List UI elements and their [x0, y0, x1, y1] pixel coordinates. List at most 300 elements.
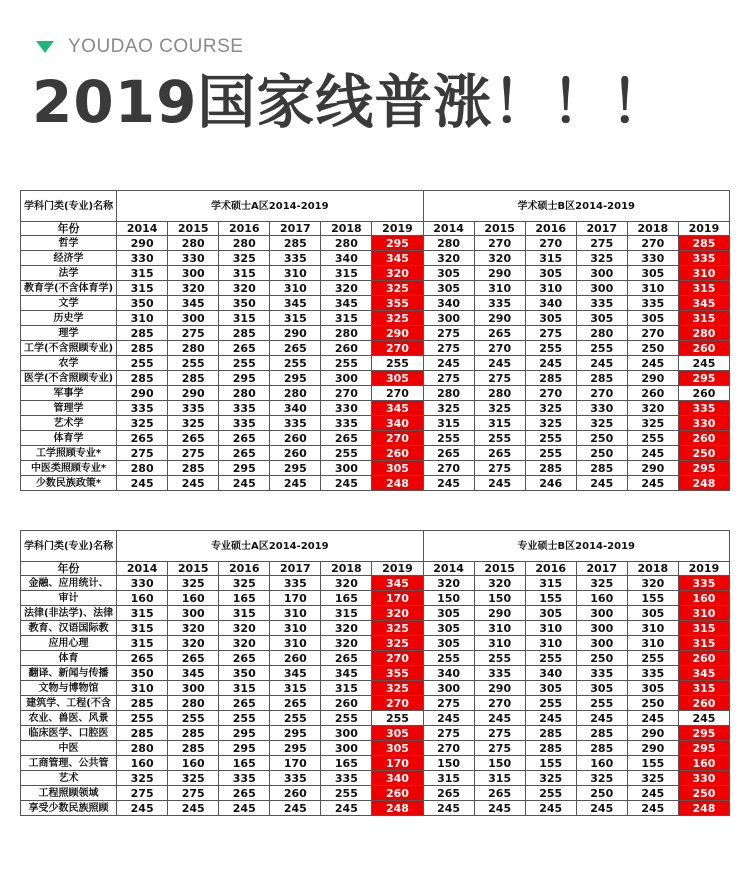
score-cell: 270 [423, 461, 474, 476]
score-cell: 350 [117, 296, 168, 311]
score-cell: 275 [474, 461, 525, 476]
year-header: 2018 [627, 222, 678, 236]
score-cell-increase: 260 [372, 446, 423, 461]
score-cell: 325 [219, 251, 270, 266]
score-cell-increase: 285 [678, 236, 729, 251]
score-cell: 245 [525, 356, 576, 371]
score-cell: 335 [321, 416, 372, 431]
score-cell: 315 [219, 606, 270, 621]
score-cell: 260 [321, 696, 372, 711]
score-cell: 335 [627, 666, 678, 681]
score-cell: 255 [525, 446, 576, 461]
score-cell: 245 [321, 801, 372, 816]
score-cell: 280 [117, 741, 168, 756]
score-cell: 335 [321, 771, 372, 786]
year-header: 2016 [525, 562, 576, 576]
score-cell-increase: 310 [678, 266, 729, 281]
score-cell: 335 [576, 296, 627, 311]
score-cell: 320 [474, 576, 525, 591]
score-cell: 315 [117, 621, 168, 636]
score-cell: 250 [576, 431, 627, 446]
score-cell: 260 [321, 341, 372, 356]
score-cell: 310 [270, 621, 321, 636]
score-cell: 310 [525, 636, 576, 651]
table-row [21, 621, 730, 636]
score-cell: 320 [219, 281, 270, 296]
score-cell: 265 [321, 651, 372, 666]
score-cell: 245 [168, 801, 219, 816]
subject-name: 历史学 [21, 311, 117, 326]
score-cell: 255 [321, 356, 372, 371]
score-cell: 255 [474, 651, 525, 666]
subject-name: 经济学 [21, 251, 117, 266]
score-cell: 315 [423, 416, 474, 431]
score-cell: 325 [525, 416, 576, 431]
year-header: 2019 [678, 222, 729, 236]
score-cell: 270 [627, 236, 678, 251]
score-cell: 315 [525, 576, 576, 591]
score-cell: 265 [219, 341, 270, 356]
score-cell: 270 [576, 386, 627, 401]
score-cell: 335 [576, 666, 627, 681]
score-cell: 300 [321, 726, 372, 741]
score-cell-increase: 315 [678, 281, 729, 296]
score-cell-increase: 325 [372, 636, 423, 651]
table-row [21, 651, 730, 666]
score-cell: 285 [576, 726, 627, 741]
score-cell: 325 [525, 771, 576, 786]
score-cell: 160 [576, 756, 627, 771]
year-header: 2016 [219, 562, 270, 576]
score-cell: 320 [168, 281, 219, 296]
score-cell: 245 [168, 476, 219, 491]
score-cell: 290 [117, 386, 168, 401]
score-cell: 245 [219, 476, 270, 491]
score-cell: 165 [321, 591, 372, 606]
score-cell-increase: 320 [372, 606, 423, 621]
score-cell: 260 [270, 651, 321, 666]
score-cell: 170 [270, 591, 321, 606]
score-cell: 350 [117, 666, 168, 681]
subject-name: 教育、汉语国际教 [21, 621, 117, 636]
year-header: 2019 [372, 562, 423, 576]
score-cell: 335 [219, 416, 270, 431]
score-cell: 305 [627, 266, 678, 281]
score-cell: 325 [117, 771, 168, 786]
score-cell: 335 [168, 401, 219, 416]
score-cell: 265 [474, 446, 525, 461]
score-cell: 255 [321, 711, 372, 726]
score-cell: 300 [576, 636, 627, 651]
score-cell: 295 [219, 461, 270, 476]
score-cell: 255 [321, 786, 372, 801]
score-cell-increase: 270 [372, 341, 423, 356]
score-cell: 310 [627, 281, 678, 296]
score-cell: 260 [270, 446, 321, 461]
score-cell-increase: 315 [678, 681, 729, 696]
score-cell: 285 [525, 726, 576, 741]
score-cell: 300 [576, 621, 627, 636]
score-cell: 310 [117, 311, 168, 326]
score-cell: 255 [627, 651, 678, 666]
score-cell: 255 [525, 696, 576, 711]
score-cell: 245 [576, 356, 627, 371]
score-cell: 310 [525, 281, 576, 296]
score-cell: 160 [168, 756, 219, 771]
year-header: 2016 [219, 222, 270, 236]
subject-name: 工学照顾专业* [21, 446, 117, 461]
score-cell: 245 [627, 711, 678, 726]
zone-a-header: 学术硕士A区2014-2019 [117, 191, 423, 222]
score-cell: 300 [576, 266, 627, 281]
score-cell: 335 [117, 401, 168, 416]
score-cell: 290 [627, 371, 678, 386]
score-cell-increase: 248 [372, 801, 423, 816]
score-cell-increase: 250 [678, 786, 729, 801]
score-cell: 280 [168, 341, 219, 356]
score-cell-increase: 260 [678, 651, 729, 666]
score-cell: 245 [270, 476, 321, 491]
table-row [21, 756, 730, 771]
score-cell: 260 [678, 386, 729, 401]
table-row [21, 236, 730, 251]
score-cell: 305 [423, 606, 474, 621]
table-row [21, 326, 730, 341]
score-cell: 275 [525, 326, 576, 341]
score-cell: 275 [423, 726, 474, 741]
score-cell: 325 [117, 416, 168, 431]
zone-a-header: 专业硕士A区2014-2019 [117, 531, 423, 562]
score-cell: 300 [168, 606, 219, 621]
score-cell: 335 [219, 401, 270, 416]
year-header: 2014 [423, 222, 474, 236]
score-cell-increase: 270 [372, 651, 423, 666]
score-cell-increase: 290 [372, 326, 423, 341]
score-cell: 245 [627, 786, 678, 801]
subject-name: 文学 [21, 296, 117, 311]
table-row [21, 636, 730, 651]
score-cell: 285 [168, 741, 219, 756]
score-cell: 315 [474, 416, 525, 431]
score-cell: 165 [219, 756, 270, 771]
score-cell: 310 [270, 281, 321, 296]
score-cell: 310 [270, 266, 321, 281]
score-cell: 320 [321, 621, 372, 636]
header-row-zones [21, 531, 730, 562]
score-cell: 305 [525, 606, 576, 621]
score-cell: 300 [168, 266, 219, 281]
score-cell: 285 [576, 461, 627, 476]
score-cell: 280 [474, 386, 525, 401]
score-cell: 285 [576, 371, 627, 386]
table-row [21, 786, 730, 801]
table-row [21, 576, 730, 591]
score-cell: 320 [321, 636, 372, 651]
score-cell: 300 [321, 461, 372, 476]
score-cell: 320 [423, 576, 474, 591]
score-cell: 285 [525, 371, 576, 386]
corner-header: 学科门类(专业)名称 [21, 531, 117, 562]
score-cell: 320 [168, 636, 219, 651]
score-cell: 150 [474, 591, 525, 606]
score-cell: 330 [117, 251, 168, 266]
score-cell: 305 [423, 621, 474, 636]
professional-master-score-table [20, 530, 730, 816]
academic-master-score-table [20, 190, 730, 491]
score-cell: 270 [372, 386, 423, 401]
subject-name: 中医 [21, 741, 117, 756]
score-cell-increase: 345 [678, 296, 729, 311]
score-cell: 170 [270, 756, 321, 771]
table-row [21, 401, 730, 416]
score-cell-increase: 260 [372, 786, 423, 801]
table-row [21, 446, 730, 461]
score-cell: 330 [168, 251, 219, 266]
score-cell: 310 [270, 636, 321, 651]
table-row [21, 696, 730, 711]
score-cell: 245 [474, 356, 525, 371]
score-cell: 305 [627, 681, 678, 696]
score-cell: 315 [219, 311, 270, 326]
score-cell: 275 [423, 696, 474, 711]
score-cell: 315 [117, 606, 168, 621]
year-header: 2015 [168, 562, 219, 576]
score-cell-increase: 295 [372, 236, 423, 251]
score-cell: 280 [168, 696, 219, 711]
score-cell: 335 [627, 296, 678, 311]
score-cell: 245 [423, 801, 474, 816]
score-cell: 245 [117, 801, 168, 816]
score-cell-increase: 295 [678, 741, 729, 756]
subject-name: 体育学 [21, 431, 117, 446]
score-cell: 275 [168, 326, 219, 341]
year-header: 2014 [117, 222, 168, 236]
subject-name: 艺术 [21, 771, 117, 786]
score-cell: 290 [474, 266, 525, 281]
score-cell: 335 [270, 771, 321, 786]
score-cell: 300 [576, 606, 627, 621]
score-cell: 265 [219, 786, 270, 801]
score-cell: 325 [423, 401, 474, 416]
score-cell: 255 [117, 711, 168, 726]
score-cell: 320 [219, 621, 270, 636]
table-row [21, 386, 730, 401]
corner-header: 学科门类(专业)名称 [21, 191, 117, 222]
score-cell: 255 [627, 431, 678, 446]
score-cell: 275 [474, 741, 525, 756]
score-cell: 330 [321, 401, 372, 416]
page-headline: 2019国家线普涨！！！ [32, 68, 670, 136]
score-cell: 285 [576, 741, 627, 756]
score-cell: 315 [117, 281, 168, 296]
score-cell: 345 [270, 666, 321, 681]
score-cell: 255 [270, 356, 321, 371]
score-cell: 285 [117, 326, 168, 341]
subject-name: 翻译、新闻与传播 [21, 666, 117, 681]
score-cell: 165 [219, 591, 270, 606]
score-cell: 245 [576, 801, 627, 816]
score-cell: 265 [423, 446, 474, 461]
table-row [21, 341, 730, 356]
score-cell: 290 [627, 726, 678, 741]
table-row [21, 251, 730, 266]
table-row [21, 266, 730, 281]
score-cell: 300 [321, 741, 372, 756]
year-header: 2016 [525, 222, 576, 236]
score-cell-increase: 295 [678, 371, 729, 386]
score-cell: 325 [168, 771, 219, 786]
score-cell: 345 [168, 666, 219, 681]
score-cell: 350 [219, 666, 270, 681]
score-cell-increase: 248 [678, 801, 729, 816]
score-cell: 255 [219, 711, 270, 726]
score-cell: 150 [423, 756, 474, 771]
score-cell: 315 [474, 771, 525, 786]
score-cell: 290 [474, 681, 525, 696]
score-cell-increase: 340 [372, 771, 423, 786]
score-cell: 255 [117, 356, 168, 371]
score-cell: 155 [525, 756, 576, 771]
score-cell-increase: 325 [372, 621, 423, 636]
score-cell: 255 [525, 651, 576, 666]
score-cell: 295 [219, 371, 270, 386]
score-cell: 330 [627, 251, 678, 266]
score-cell: 250 [576, 446, 627, 461]
score-cell: 275 [168, 446, 219, 461]
score-cell-increase: 305 [372, 726, 423, 741]
score-cell-increase: 335 [678, 401, 729, 416]
brand-name: YOUDAO COURSE [68, 36, 244, 57]
year-header: 2018 [321, 222, 372, 236]
score-cell: 260 [270, 786, 321, 801]
score-cell: 255 [576, 696, 627, 711]
year-header: 2019 [372, 222, 423, 236]
score-cell: 295 [270, 741, 321, 756]
score-cell-increase: 270 [372, 431, 423, 446]
score-cell-increase: 260 [678, 341, 729, 356]
score-cell: 305 [423, 266, 474, 281]
score-cell: 280 [219, 386, 270, 401]
score-cell: 245 [219, 801, 270, 816]
header-row-years [21, 222, 730, 236]
score-cell: 155 [525, 591, 576, 606]
score-cell: 280 [321, 326, 372, 341]
score-cell: 285 [525, 461, 576, 476]
score-cell: 285 [117, 696, 168, 711]
score-cell-increase: 320 [372, 266, 423, 281]
score-cell-increase: 330 [678, 416, 729, 431]
score-cell: 245 [423, 711, 474, 726]
score-cell: 345 [321, 666, 372, 681]
score-cell: 265 [270, 341, 321, 356]
score-cell: 250 [576, 786, 627, 801]
score-cell: 250 [627, 341, 678, 356]
score-cell-increase: 325 [372, 681, 423, 696]
score-cell: 245 [474, 476, 525, 491]
score-cell: 285 [117, 726, 168, 741]
score-cell: 255 [372, 711, 423, 726]
score-cell: 265 [219, 431, 270, 446]
score-cell: 280 [423, 386, 474, 401]
score-cell: 275 [423, 371, 474, 386]
score-cell: 330 [117, 576, 168, 591]
score-cell: 270 [627, 326, 678, 341]
score-cell: 335 [270, 576, 321, 591]
score-cell: 285 [168, 461, 219, 476]
subject-name: 医学(不含照顾专业) [21, 371, 117, 386]
year-header: 2017 [270, 562, 321, 576]
score-cell: 245 [627, 801, 678, 816]
subject-name: 体育 [21, 651, 117, 666]
year-label: 年份 [21, 222, 117, 236]
score-cell: 285 [117, 371, 168, 386]
table-row [21, 296, 730, 311]
score-cell: 270 [474, 236, 525, 251]
score-cell-increase: 355 [372, 296, 423, 311]
score-cell: 325 [576, 251, 627, 266]
score-cell: 315 [321, 681, 372, 696]
score-cell-increase: 340 [372, 416, 423, 431]
score-cell: 305 [525, 266, 576, 281]
score-cell: 255 [372, 356, 423, 371]
score-cell: 315 [270, 311, 321, 326]
score-cell: 300 [168, 311, 219, 326]
score-cell: 315 [117, 636, 168, 651]
score-cell-increase: 335 [678, 576, 729, 591]
score-cell: 255 [168, 711, 219, 726]
score-cell: 295 [270, 726, 321, 741]
score-cell: 245 [117, 476, 168, 491]
table-row [21, 461, 730, 476]
year-header: 2015 [474, 562, 525, 576]
score-cell-increase: 305 [372, 371, 423, 386]
table-row [21, 726, 730, 741]
score-cell: 335 [270, 416, 321, 431]
subject-name: 教育学(不含体育学) [21, 281, 117, 296]
score-cell-increase: 345 [678, 666, 729, 681]
score-cell: 315 [270, 681, 321, 696]
score-cell: 290 [627, 461, 678, 476]
score-cell: 325 [627, 416, 678, 431]
year-label: 年份 [21, 562, 117, 576]
score-cell-increase: 315 [678, 636, 729, 651]
score-cell: 245 [525, 801, 576, 816]
score-cell: 300 [321, 371, 372, 386]
score-cell-increase: 305 [372, 461, 423, 476]
score-cell: 345 [270, 296, 321, 311]
score-cell-increase: 270 [372, 696, 423, 711]
score-cell: 265 [270, 696, 321, 711]
score-cell: 340 [270, 401, 321, 416]
score-cell: 265 [219, 446, 270, 461]
score-cell: 290 [474, 606, 525, 621]
score-cell: 320 [321, 576, 372, 591]
score-cell: 325 [168, 576, 219, 591]
score-cell: 255 [423, 651, 474, 666]
score-cell-increase: 160 [678, 591, 729, 606]
year-header: 2019 [678, 562, 729, 576]
subject-name: 审计 [21, 591, 117, 606]
score-cell: 155 [627, 756, 678, 771]
subject-name: 管理学 [21, 401, 117, 416]
score-cell: 255 [219, 356, 270, 371]
score-cell: 270 [525, 386, 576, 401]
brand-triangle-icon [36, 41, 54, 53]
score-cell: 310 [474, 281, 525, 296]
score-cell: 285 [168, 371, 219, 386]
year-header: 2017 [576, 562, 627, 576]
score-cell: 320 [168, 621, 219, 636]
